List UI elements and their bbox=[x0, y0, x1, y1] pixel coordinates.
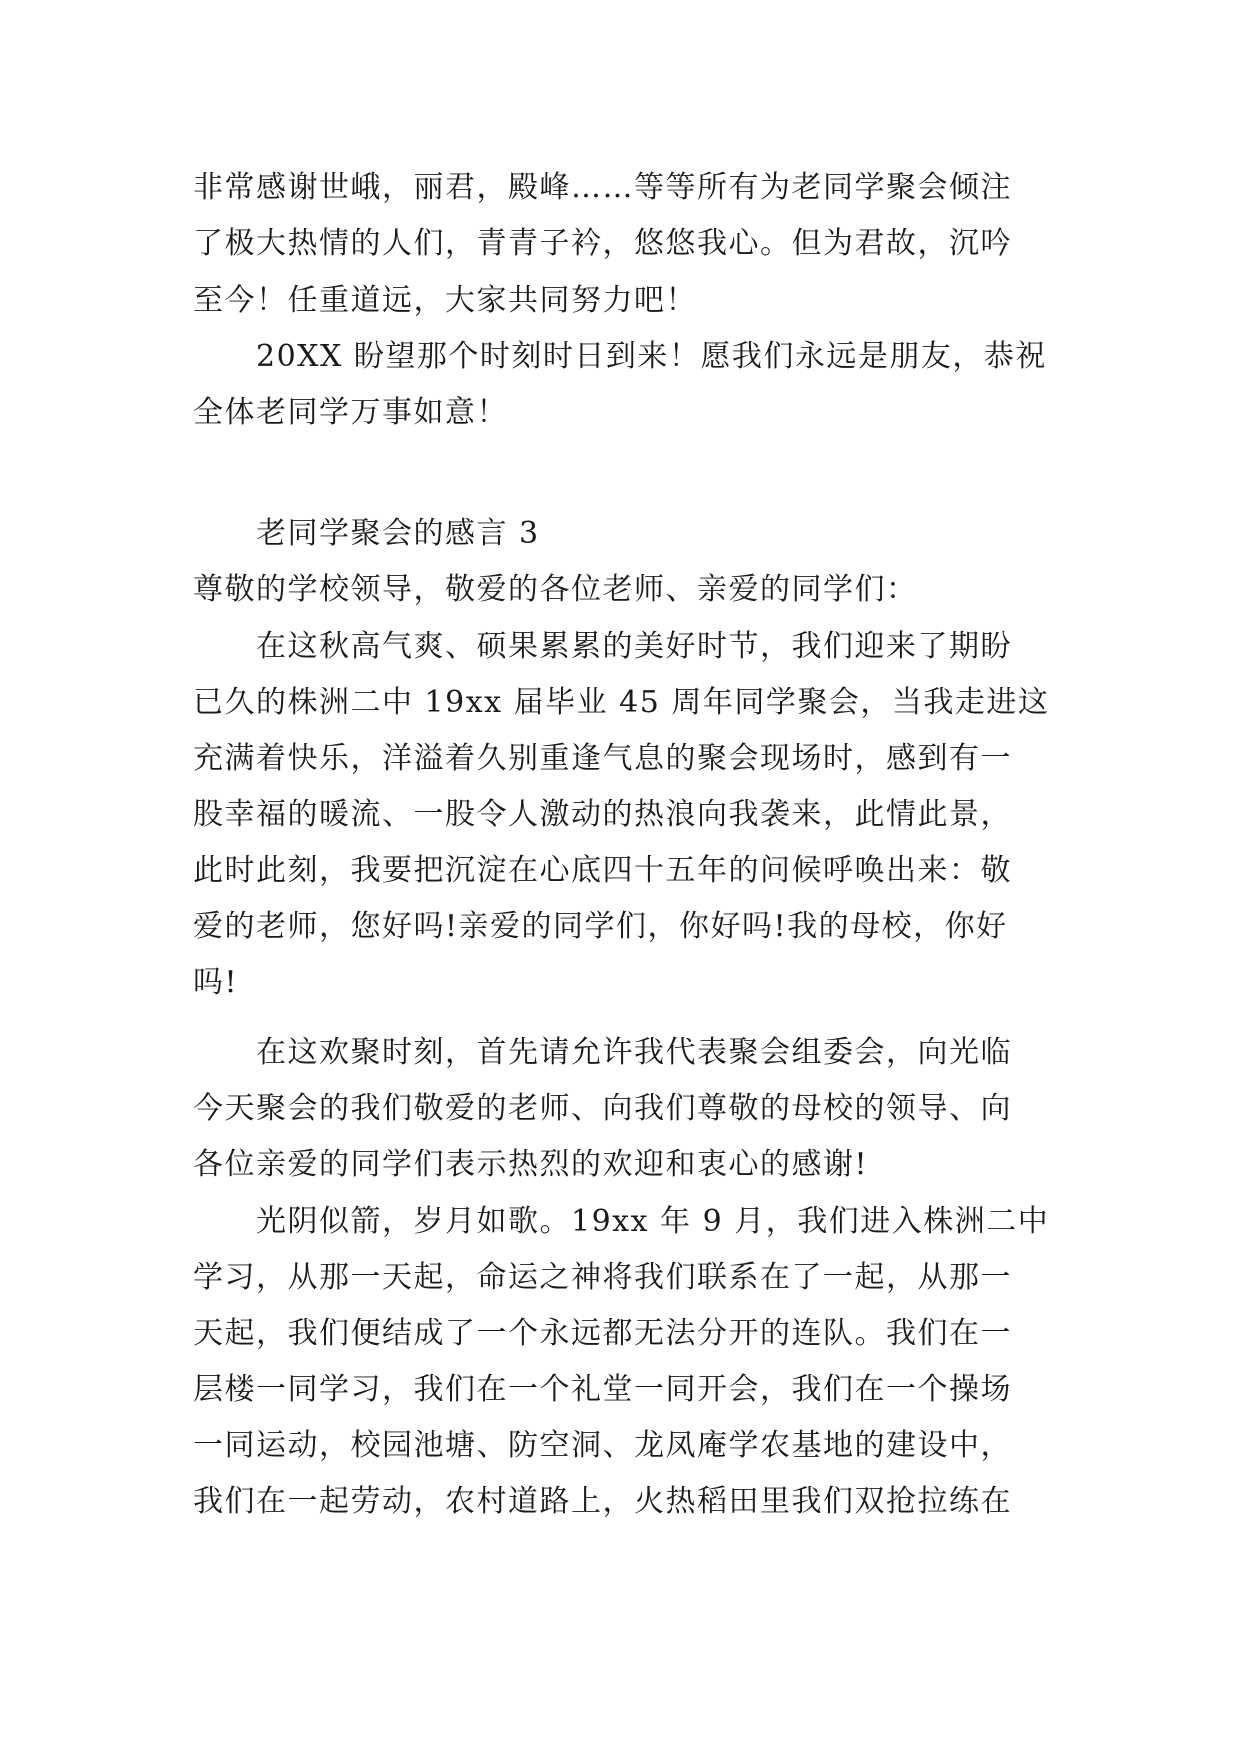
text-line: 天起，我们便结成了一个永远都无法分开的连队。我们在一 bbox=[193, 1316, 1012, 1351]
text-line: 在这秋高气爽、硕果累累的美好时节，我们迎来了期盼 bbox=[256, 629, 1012, 664]
text-line: 股幸福的暖流、一股令人激动的热浪向我袭来，此情此景， bbox=[193, 797, 1012, 832]
text-line: 20XX 盼望那个时刻时日到来！愿我们永远是朋友，恭祝 bbox=[256, 339, 1047, 374]
text-line: 学习，从那一天起，命运之神将我们联系在了一起，从那一 bbox=[193, 1260, 1012, 1295]
text-line: 至今！任重道远，大家共同努力吧！ bbox=[193, 283, 697, 318]
text-line: 光阴似箭，岁月如歌。19xx 年 9 月，我们进入株洲二中 bbox=[256, 1204, 1050, 1239]
text-line: 一同运动，校园池塘、防空洞、龙凤庵学农基地的建设中， bbox=[193, 1428, 1012, 1463]
salutation: 尊敬的学校领导，敬爱的各位老师、亲爱的同学们： bbox=[193, 572, 918, 607]
text-line: 层楼一同学习，我们在一个礼堂一同开会，我们在一个操场 bbox=[193, 1372, 1012, 1407]
section-heading: 老同学聚会的感言 3 bbox=[256, 516, 540, 551]
text-line: 非常感谢世峨，丽君，殿峰……等等所有为老同学聚会倾注 bbox=[193, 170, 1012, 205]
text-line: 了极大热情的人们，青青子衿，悠悠我心。但为君故，沉吟 bbox=[193, 226, 1012, 261]
text-line: 在这欢聚时刻，首先请允许我代表聚会组委会，向光临 bbox=[256, 1035, 1012, 1070]
text-line: 已久的株洲二中 19xx 届毕业 45 周年同学聚会，当我走进这 bbox=[193, 685, 1050, 720]
text-line: 全体老同学万事如意！ bbox=[193, 395, 508, 430]
text-line: 此时此刻，我要把沉淀在心底四十五年的问候呼唤出来：敬 bbox=[193, 853, 1012, 888]
text-line: 充满着快乐，洋溢着久别重逢气息的聚会现场时，感到有一 bbox=[193, 741, 1012, 776]
text-line: 爱的老师，您好吗!亲爱的同学们，你好吗!我的母校，你好 bbox=[193, 909, 1008, 944]
text-line: 各位亲爱的同学们表示热烈的欢迎和衷心的感谢! bbox=[193, 1147, 869, 1182]
text-line: 今天聚会的我们敬爱的老师、向我们尊敬的母校的领导、向 bbox=[193, 1091, 1012, 1126]
text-line: 我们在一起劳动，农村道路上，火热稻田里我们双抢拉练在 bbox=[193, 1484, 1012, 1519]
text-line: 吗! bbox=[193, 965, 239, 1000]
